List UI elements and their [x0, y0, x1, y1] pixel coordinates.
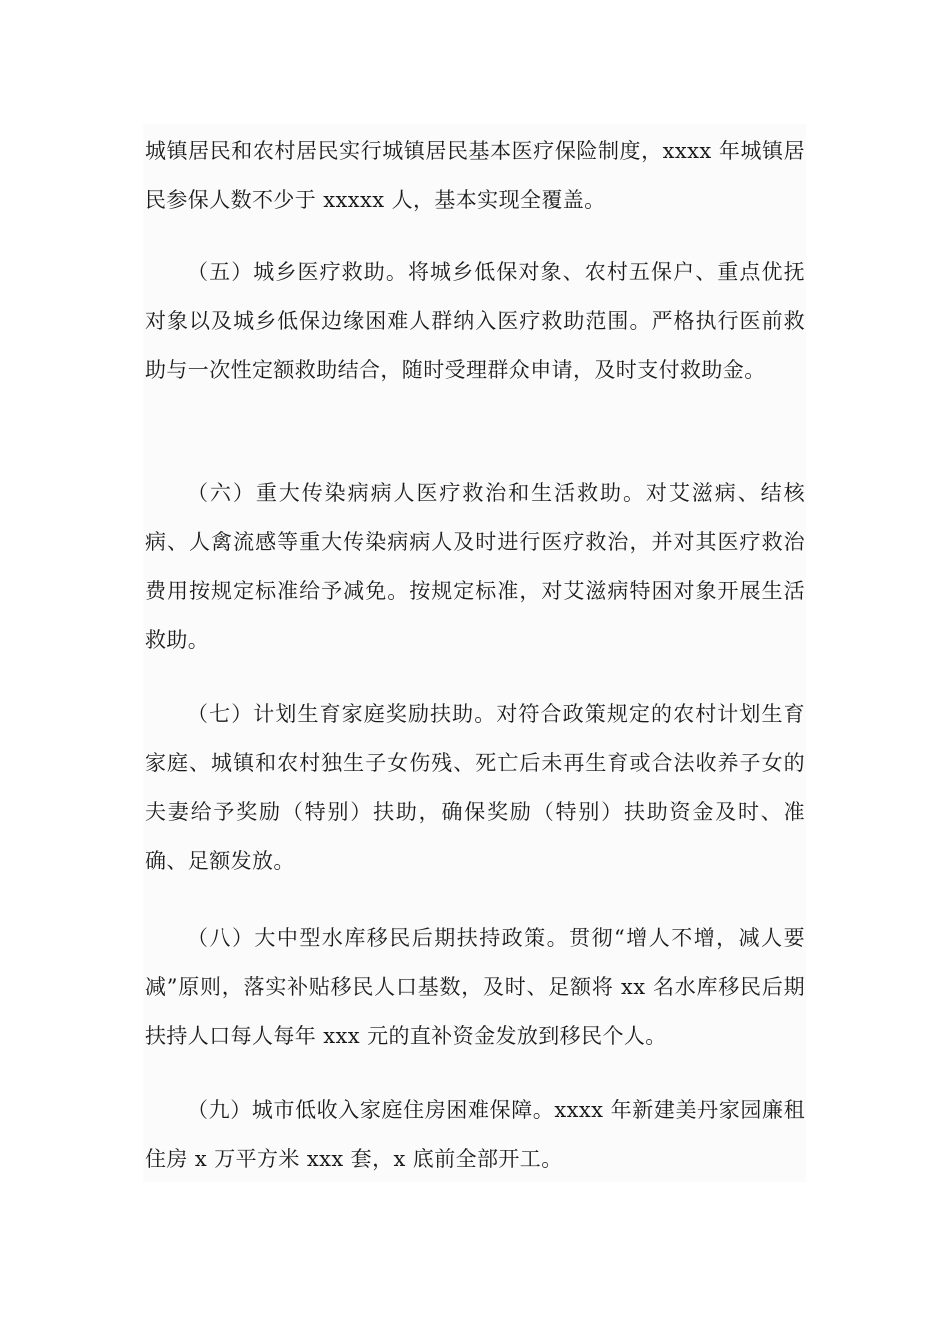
- paragraph-reservoir-resettlement: （八）大中型水库移民后期扶持政策。贯彻“增人不增，减人要减”原则，落实补贴移民人口基数，及时、足额将 xx 名水库移民后期扶持人口每人每年 xxx 元的直补资金发放到移民个人。: [145, 926, 805, 1048]
- paragraph-low-income-housing: （九）城市低收入家庭住房困难保障。xxxx 年新建美丹家园廉租住房 x 万平方米 xxx 套，x 底前全部开工。: [145, 1098, 805, 1171]
- paragraph-medical-assistance: （五）城乡医疗救助。将城乡低保对象、农村五保户、重点优抚对象以及城乡低保边缘困难人群纳入医疗救助范围。严格执行医前救助与一次性定额救助结合，随时受理群众申请，及时支付救助金。: [145, 260, 805, 382]
- paragraph-urban-rural-insurance: 城镇居民和农村居民实行城镇居民基本医疗保险制度，xxxx 年城镇居民参保人数不少于 xxxxx 人，基本实现全覆盖。: [145, 139, 805, 212]
- paragraph-family-planning-reward: （七）计划生育家庭奖励扶助。对符合政策规定的农村计划生育家庭、城镇和农村独生子女伤残、死亡后未再生育或合法收养子女的夫妻给予奖励（特别）扶助，确保奖励（特别）扶助资金及时、准确、足额发放。: [145, 702, 805, 873]
- paragraph-infectious-disease-aid: （六）重大传染病病人医疗救治和生活救助。对艾滋病、结核病、人禽流感等重大传染病病人及时进行医疗救治，并对其医疗救治费用按规定标准给予减免。按规定标准，对艾滋病特困对象开展生活救助。: [145, 481, 805, 652]
